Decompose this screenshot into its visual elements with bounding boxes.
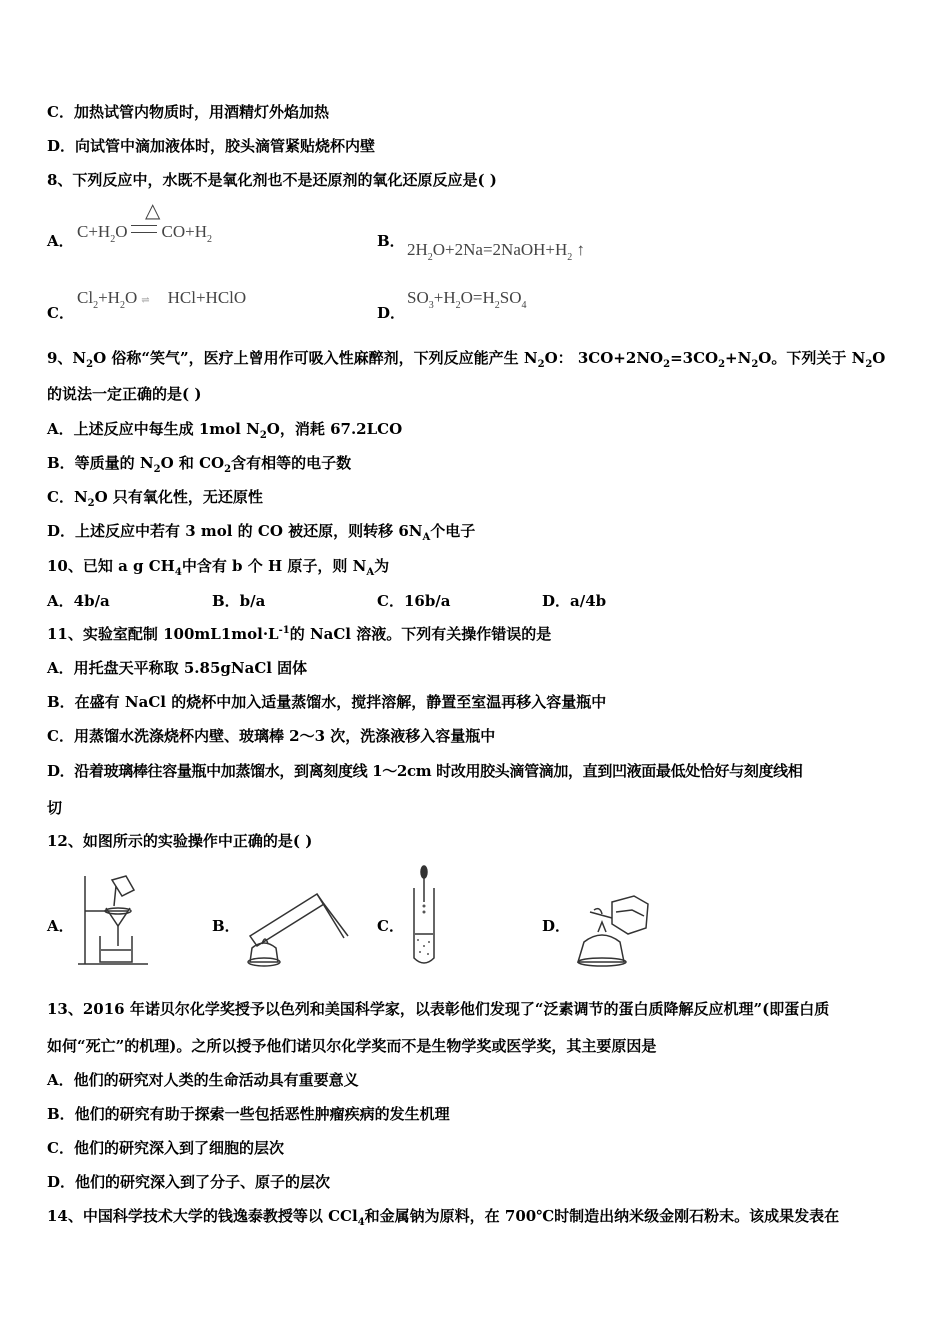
q7-option-c: C．加热试管内物质时，用酒精灯外焰加热 bbox=[47, 103, 329, 121]
q8-stem: 8、下列反应中，水既不是氧化剂也不是还原剂的氧化还原反应是( ) bbox=[47, 171, 497, 189]
q10-option-d: D．a/4b bbox=[542, 592, 607, 610]
q11-option-d-line2: 切 bbox=[47, 799, 63, 817]
q8-option-a-label: A． bbox=[47, 232, 74, 250]
q9-option-b: B．等质量的 $N_2O$ 和 $CO_2$含有相等的电子数 bbox=[47, 454, 352, 475]
q8-option-d-label: D． bbox=[377, 304, 406, 322]
q9-option-c: C．$N_2O$ 只有氧化性，无还原性 bbox=[47, 488, 263, 509]
q13-stem-line1: 13、2016 年诺贝尔化学奖授予以色列和美国科学家，以表彰他们发现了“泛素调节的蛋白质降解反应机理”(即蛋白质 bbox=[47, 1000, 830, 1018]
lighting-alcohol-lamp-figure bbox=[572, 892, 654, 968]
q11-option-d-line1: D．沿着玻璃棒往容量瓶中加蒸馏水，到离刻度线 1～2cm 时改用胶头滴管滴加，直到凹液面最低处恰好与刻度线相 bbox=[47, 762, 803, 780]
q14-stem: 14、中国科学技术大学的钱逸泰教授等以 CCl$_4$和金属钠为原料，在 700℃时制造出纳米级金刚石粉末。该成果发表在 bbox=[47, 1207, 840, 1228]
q7-option-d: D．向试管中滴加液体时，胶头滴管紧贴烧杯内壁 bbox=[47, 137, 376, 155]
q9-stem-line1: 9、$N_2O$ 俗称“笑气”，医疗上曾用作可吸入性麻醉剂，下列反应能产生 $N_2O$： $3CO+2NO_2=3CO_2+N_2O$。下列关于 $N_2O$ bbox=[47, 349, 886, 370]
filtration-apparatus-figure bbox=[70, 866, 160, 968]
q9-option-a: A．上述反应中每生成 1mol $N_2O$，消耗 67.2LCO bbox=[47, 420, 403, 441]
q10-option-a: A．4b/a bbox=[47, 592, 110, 610]
q10-stem: 10、已知 a g $CH_4$中含有 b 个 H 原子，则 $N_A$为 bbox=[47, 557, 390, 578]
q11-stem: 11、实验室配制 $100mL1mol\cdot L^{-1}$的 NaCl 溶液。下列有关操作错误的是 bbox=[47, 625, 552, 643]
q9-option-d: D．上述反应中若有 3 mol 的 CO 被还原，则转移 $6N_A$个电子 bbox=[47, 522, 476, 543]
q12-option-c-label: C． bbox=[377, 917, 404, 935]
q11-option-c: C．用蒸馏水洗涤烧杯内壁、玻璃棒 2～3 次，洗涤液移入容量瓶中 bbox=[47, 727, 496, 745]
q10-option-b: B．b/a bbox=[212, 592, 266, 610]
q12-option-a-label: A． bbox=[47, 917, 74, 935]
q11-option-a: A．用托盘天平称取 5.85gNaCl 固体 bbox=[47, 659, 308, 677]
q13-option-c: C．他们的研究深入到了细胞的层次 bbox=[47, 1139, 284, 1157]
q12-stem: 12、如图所示的实验操作中正确的是( ) bbox=[47, 832, 313, 850]
q12-option-b-label: B． bbox=[212, 917, 240, 935]
q11-option-b: B．在盛有 NaCl 的烧杯中加入适量蒸馏水，搅拌溶解，静置至室温再移入容量瓶中 bbox=[47, 693, 607, 711]
q10-option-c: C．16b/a bbox=[377, 592, 451, 610]
q8-option-a-equation: $C+H_2O$ $CO+H_2$ bbox=[77, 222, 212, 245]
q8-option-b-label: B． bbox=[377, 232, 405, 250]
heating-test-tube-figure bbox=[232, 876, 352, 968]
dropper-test-tube-figure bbox=[404, 864, 444, 968]
q9-stem-line2: 的说法一定正确的是( ) bbox=[47, 385, 202, 403]
q13-stem-line2: 如何“死亡”的机理)。之所以授予他们诺贝尔化学奖而不是生物学奖或医学奖，其主要原因是 bbox=[47, 1037, 657, 1055]
q12-option-d-label: D． bbox=[542, 917, 571, 935]
q13-option-b: B．他们的研究有助于探索一些包括恶性肿瘤疾病的发生机理 bbox=[47, 1105, 450, 1123]
q8-option-c-label: C． bbox=[47, 304, 74, 322]
q8-option-c-equation: $Cl_2+H_2O$ ⇌ HCl+HClO bbox=[77, 288, 247, 311]
q13-option-a: A．他们的研究对人类的生命活动具有重要意义 bbox=[47, 1071, 359, 1089]
q13-option-d: D．他们的研究深入到了分子、原子的层次 bbox=[47, 1173, 331, 1191]
heat-triangle-icon: △ bbox=[145, 200, 161, 222]
q8-option-d-equation: $SO_3+H_2O=H_2SO_4$ bbox=[407, 288, 527, 311]
q8-option-b-equation: $2H_2O+2Na=2NaOH+H_2$ ↑ bbox=[407, 240, 586, 263]
